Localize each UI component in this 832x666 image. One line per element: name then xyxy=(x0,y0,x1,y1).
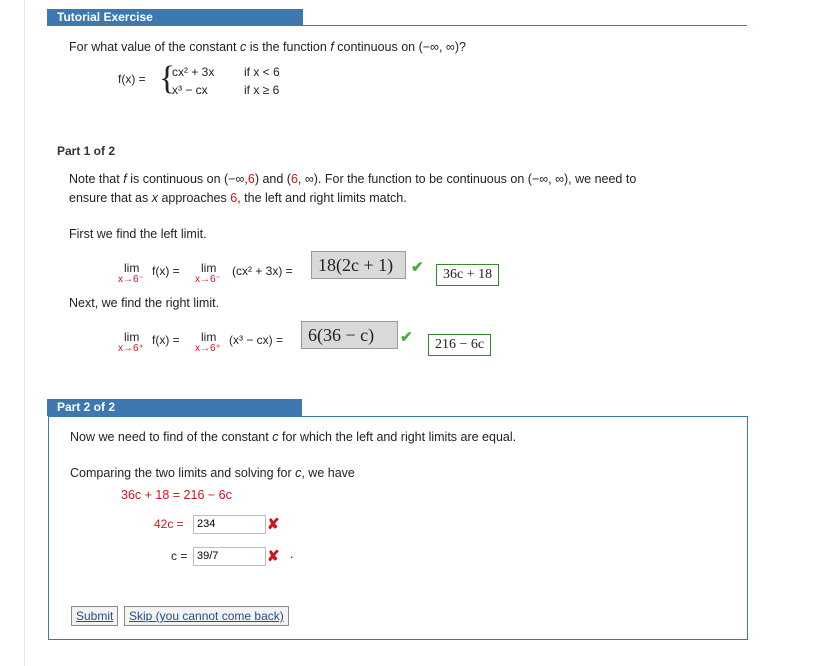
question-prefix: For what value of the constant xyxy=(69,40,237,54)
left-lim1-sub: x→6⁻ xyxy=(118,274,144,285)
header-rule xyxy=(47,25,747,26)
part2-intro-text: Now we need to find of the constant xyxy=(70,430,269,444)
left-margin-line xyxy=(24,0,25,666)
skip-button[interactable]: Skip (you cannot come back) xyxy=(124,606,289,626)
part2-var-c: c xyxy=(295,466,302,480)
left-limit-intro: First we find the left limit. xyxy=(69,227,207,241)
part2-header xyxy=(47,399,302,416)
note-text: Note that xyxy=(69,172,120,186)
left-limit-entry[interactable]: 18(2c + 1) xyxy=(311,251,406,279)
note-six: 6 xyxy=(230,191,238,205)
part2-compare xyxy=(70,466,355,480)
part2-var-c: c xyxy=(272,430,279,444)
case1-cond-text: if x < 6 xyxy=(244,65,280,79)
case2-cond: if x ≥ 6 xyxy=(244,83,280,97)
left-lim1: lim xyxy=(124,261,140,275)
note-var-f: f xyxy=(123,172,127,186)
part2-equation: 36c + 18 = 216 − 6c xyxy=(121,488,232,502)
right-limit-answer: 216 − 6c xyxy=(428,334,491,356)
right-lim1: lim xyxy=(124,330,140,344)
cross-icon: ✘ xyxy=(267,516,280,533)
right-fx: f(x) = xyxy=(152,333,180,347)
part1-note-line2 xyxy=(69,191,407,205)
left-expr: (cx² + 3x) = xyxy=(232,264,293,278)
note-text: ensure that as xyxy=(69,191,149,205)
tutorial-exercise-header xyxy=(47,9,303,26)
eq2-input[interactable] xyxy=(193,547,266,566)
case2-expr: x³ − cx xyxy=(172,83,208,97)
question-mid: is the function xyxy=(249,40,327,54)
eq1-label: 42c = xyxy=(154,517,184,531)
right-expr: (x³ − cx) = xyxy=(229,333,284,347)
right-limit-intro: Next, we find the right limit. xyxy=(69,296,220,310)
question-suffix: continuous on (−∞, ∞)? xyxy=(337,40,466,54)
question-var-f: f xyxy=(330,40,334,54)
question-var-c: c xyxy=(239,40,247,54)
checkmark-icon: ✔ xyxy=(411,259,424,276)
note-text: approaches xyxy=(161,191,227,205)
part2-intro-text: for which the left and right limits are equal. xyxy=(281,430,517,444)
part2-compare-text: Comparing the two limits and solving for xyxy=(70,466,292,480)
left-fx: f(x) = xyxy=(152,264,180,278)
cross-icon: ✘ xyxy=(267,548,280,565)
left-lim2-sub: x→6⁻ xyxy=(195,274,221,285)
note-six: 6 xyxy=(247,172,255,186)
question-text xyxy=(69,40,466,54)
left-limit-answer: 36c + 18 xyxy=(436,264,499,286)
case1-cond xyxy=(244,65,280,79)
part2-label: Part 2 of 2 xyxy=(57,400,116,414)
note-six: 6 xyxy=(290,172,298,186)
eq2-label: c = xyxy=(171,549,188,563)
piecewise-lhs: f(x) = xyxy=(118,72,146,86)
note-text: is continuous on (−∞, xyxy=(130,172,248,186)
submit-button[interactable]: Submit xyxy=(71,606,118,626)
eq1-input[interactable] xyxy=(193,515,266,534)
right-lim2: lim xyxy=(201,330,217,344)
note-var-x: x xyxy=(151,191,158,205)
note-text: , ∞). For the function to be continuous on (−∞, ∞), we need to xyxy=(297,172,637,186)
part2-intro xyxy=(70,430,516,444)
part2-compare-text: , we have xyxy=(301,466,355,480)
part1-label: Part 1 of 2 xyxy=(57,144,116,158)
right-lim2-sub: x→6⁺ xyxy=(195,343,221,354)
right-limit-entry[interactable]: 6(36 − c) xyxy=(301,321,398,349)
part1-note-line1 xyxy=(69,172,636,186)
checkmark-icon: ✔ xyxy=(400,329,413,346)
header-title: Tutorial Exercise xyxy=(57,10,153,24)
piecewise-brace: { xyxy=(159,60,176,97)
left-lim2: lim xyxy=(201,261,217,275)
note-text: ) and ( xyxy=(254,172,291,186)
note-text: , the left and right limits match. xyxy=(237,191,407,205)
right-lim1-sub: x→6⁺ xyxy=(118,343,144,354)
eq2-period: . xyxy=(290,547,294,561)
case1-expr: cx² + 3x xyxy=(172,65,215,79)
